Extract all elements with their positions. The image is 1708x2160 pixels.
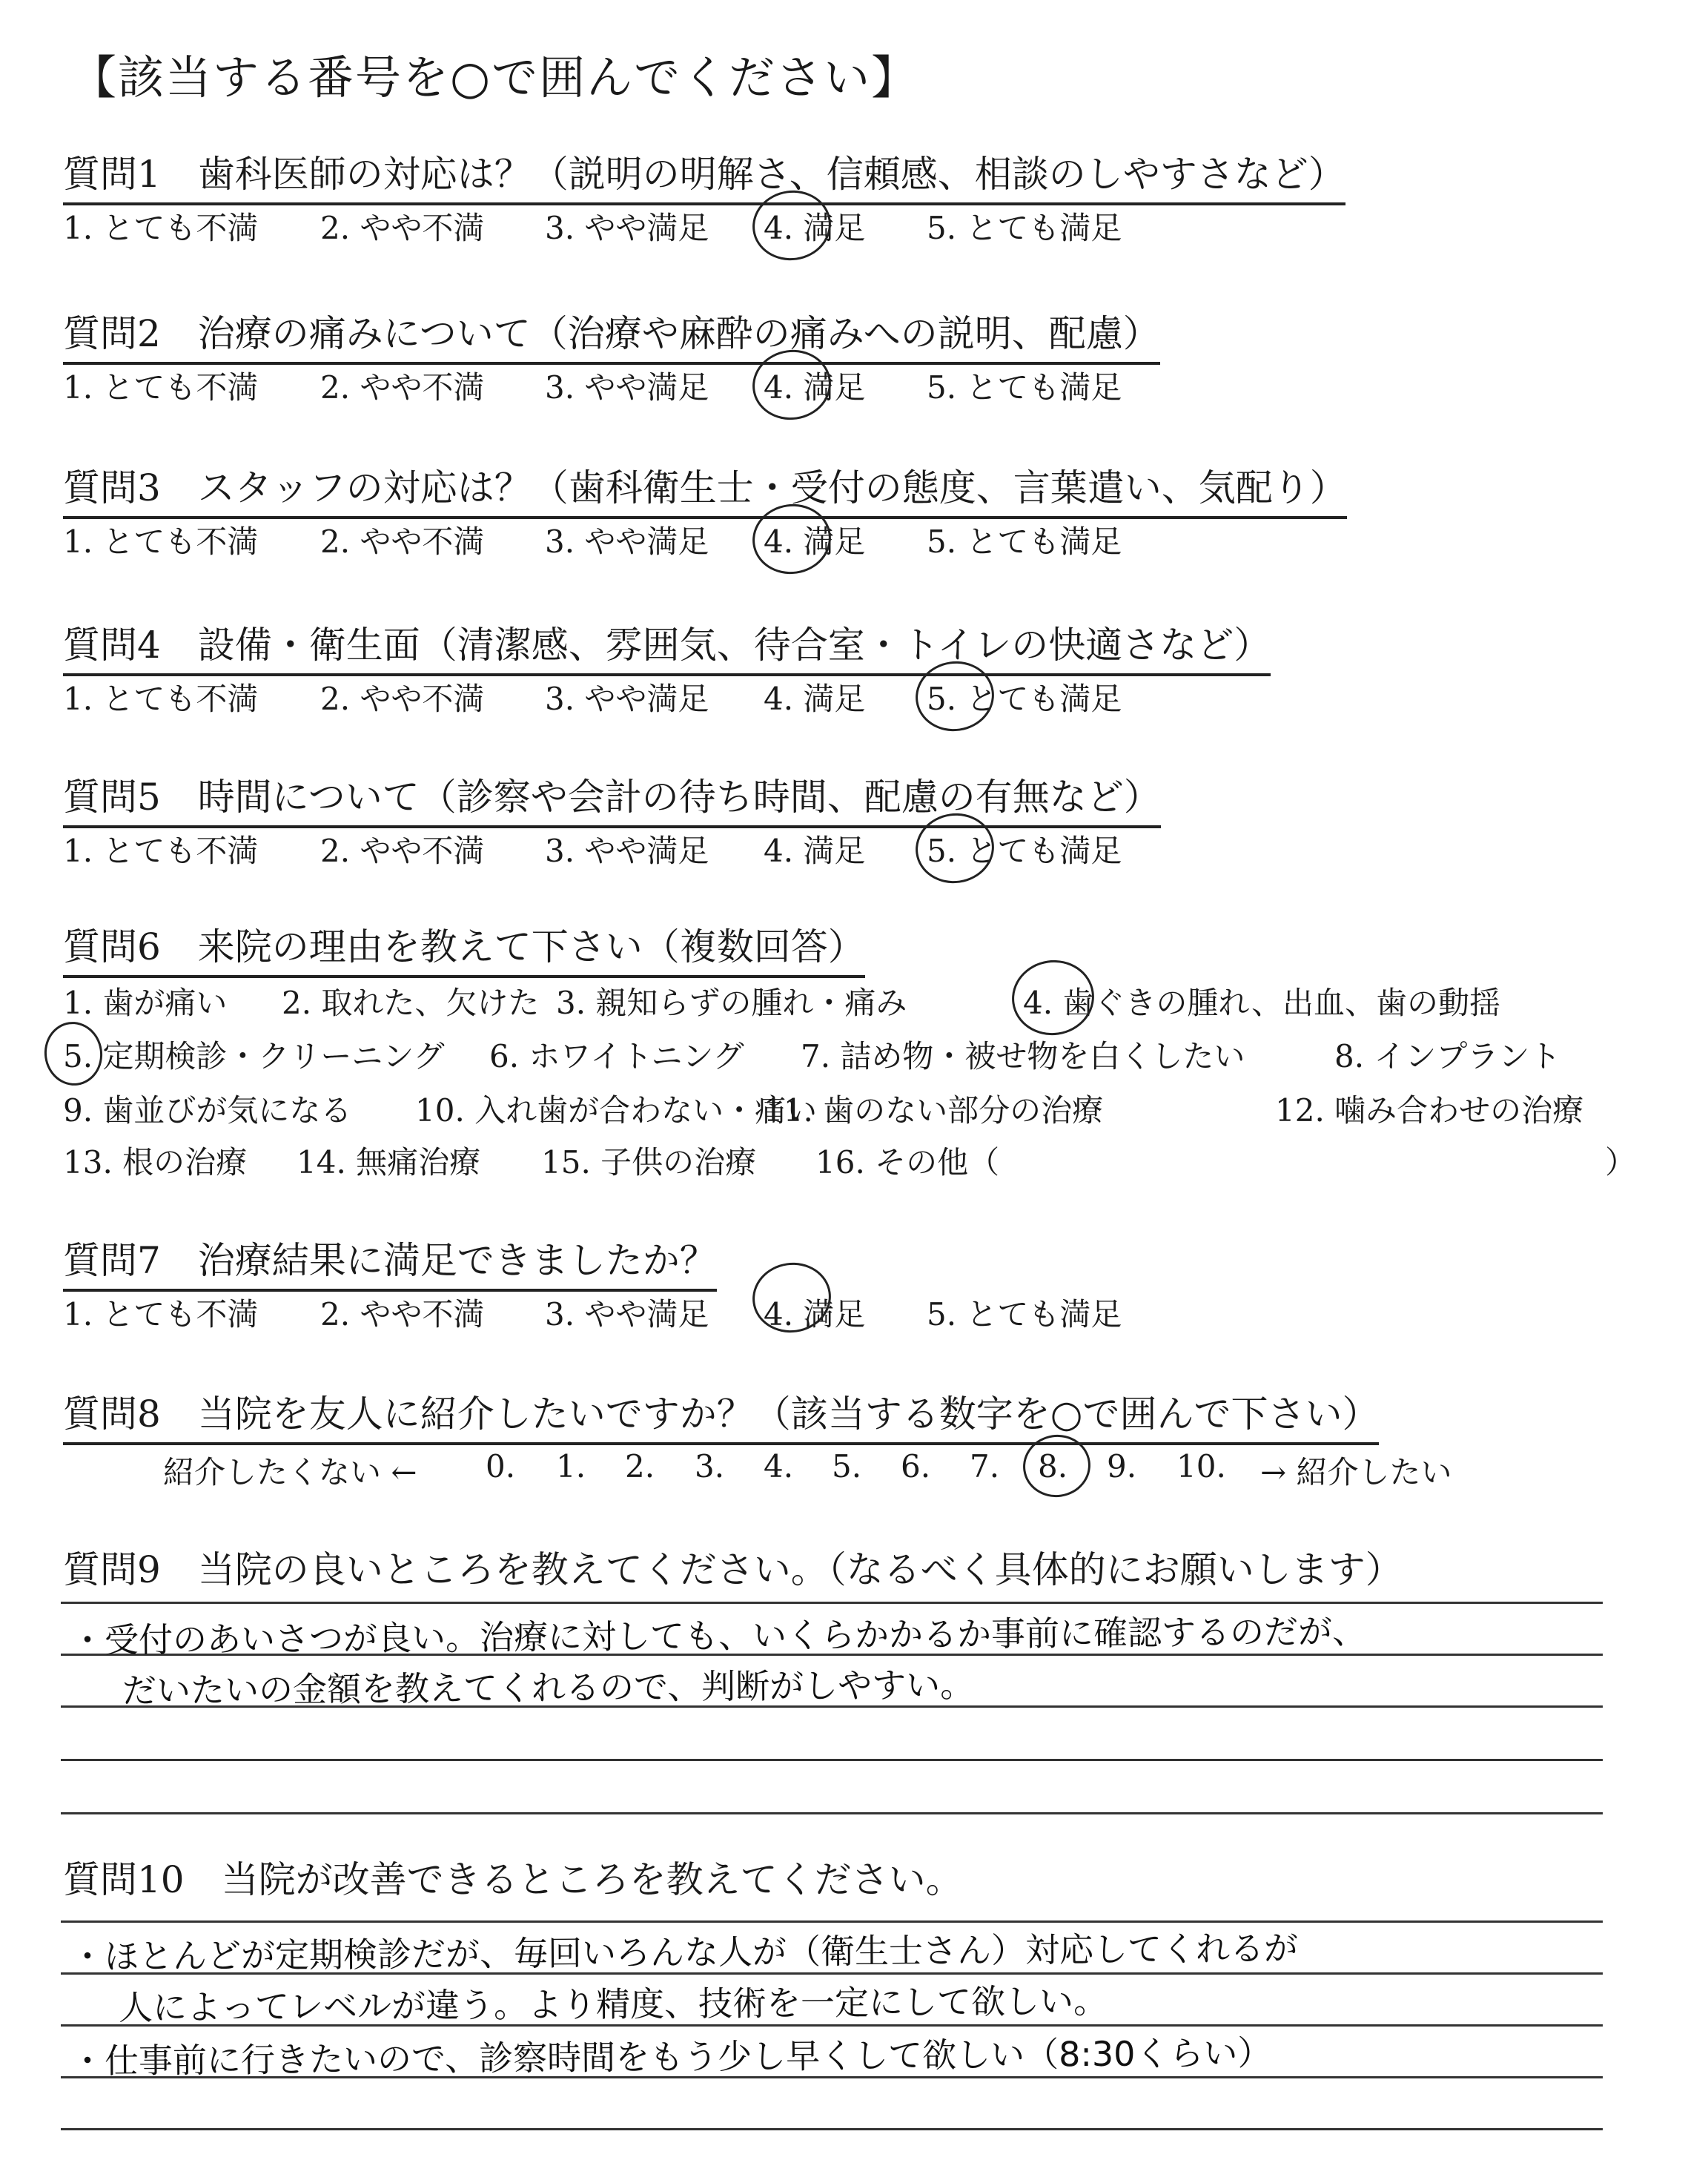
q8-scale-9[interactable]: 9.: [1107, 1448, 1137, 1484]
q6-option[interactable]: 9. 歯並びが気になる: [63, 1092, 352, 1129]
q7-option-3[interactable]: 3. やや満足: [545, 1296, 709, 1332]
q1-option-1[interactable]: 1. とても不満: [63, 210, 259, 246]
q2-option-4[interactable]: 4. 満足: [764, 369, 866, 406]
q4-option-1[interactable]: 1. とても不満: [63, 681, 259, 717]
q1-option-3[interactable]: 3. やや満足: [545, 210, 709, 246]
page-title: 【該当する番号を○で囲んでください】: [70, 50, 919, 105]
q8-scale-7[interactable]: 7.: [970, 1448, 1000, 1484]
q8-scale-5[interactable]: 5.: [832, 1448, 862, 1484]
selected-answer-circle: [1007, 955, 1099, 1040]
q2-option-1[interactable]: 1. とても不満: [63, 369, 259, 406]
q6-option[interactable]: 13. 根の治療: [63, 1144, 248, 1180]
q6-option[interactable]: 1. 歯が痛い: [63, 985, 228, 1021]
q8-scale-0[interactable]: 0.: [486, 1448, 516, 1484]
q4-option-4[interactable]: 4. 満足: [764, 681, 866, 717]
q10-answer-line-2: 人によってレベルが違う。より精度、技術を一定にして欲しい。: [118, 1981, 1108, 2028]
q3-option-2[interactable]: 2. やや不満: [320, 524, 485, 560]
q6-option[interactable]: 8. インプラント: [1334, 1038, 1561, 1074]
q5-option-4[interactable]: 4. 満足: [764, 833, 866, 869]
q8-scale-2[interactable]: 2.: [625, 1448, 655, 1484]
q6-option[interactable]: 12. 噛み合わせの治療: [1275, 1092, 1584, 1129]
q3-option-4[interactable]: 4. 満足: [764, 524, 866, 560]
answer-line: [61, 1759, 1603, 1761]
q8-right-label: → 紹介したい: [1260, 1454, 1452, 1490]
q6-option[interactable]: 11. 歯のない部分の治療: [764, 1092, 1104, 1129]
q6-option[interactable]: 2. 取れた、欠けた: [282, 985, 540, 1021]
q7-option-5[interactable]: 5. とても満足: [927, 1296, 1122, 1332]
q8-scale-1[interactable]: 1.: [556, 1448, 586, 1484]
selected-answer-circle: [40, 1018, 106, 1089]
question-4-label: 質問4 設備・衛生面（清潔感、雰囲気、待合室・トイレの快適さなど）: [63, 615, 1271, 676]
question-3-label: 質問3 スタッフの対応は？（歯科衛生士・受付の態度、言葉遣い、気配り）: [63, 458, 1347, 519]
q10-answer-line-1: ・ほとんどが定期検診だが、毎回いろんな人が（衛生士さん）対応してくれるが: [70, 1928, 1299, 1977]
q8-left-label: 紹介したくない ←: [163, 1454, 417, 1490]
q8-scale-4[interactable]: 4.: [764, 1448, 794, 1484]
q7-option-4[interactable]: 4. 満足: [764, 1296, 866, 1332]
question-7-label: 質問7 治療結果に満足できましたか？: [63, 1231, 717, 1292]
question-10-label: 質問10 当院が改善できるところを教えてください。: [63, 1858, 963, 1901]
q10-answer-line-3: ・仕事前に行きたいので、診察時間をもう少し早くして欲しい（8:30くらい）: [70, 2032, 1272, 2081]
q1-option-5[interactable]: 5. とても満足: [927, 210, 1122, 246]
question-1-label: 質問1 歯科医師の対応は？（説明の明解さ、信頼感、相談のしやすさなど）: [63, 145, 1345, 205]
q6-option[interactable]: ）: [1605, 1144, 1637, 1180]
q2-option-3[interactable]: 3. やや満足: [545, 369, 709, 406]
question-5-label: 質問5 時間について（診察や会計の待ち時間、配慮の有無など）: [63, 767, 1161, 828]
q5-option-1[interactable]: 1. とても不満: [63, 833, 259, 869]
q7-option-2[interactable]: 2. やや不満: [320, 1296, 485, 1332]
q6-option[interactable]: 16. その他（: [815, 1144, 1000, 1180]
q4-option-5[interactable]: 5. とても満足: [927, 681, 1122, 717]
q3-option-5[interactable]: 5. とても満足: [927, 524, 1122, 560]
q1-option-4[interactable]: 4. 満足: [764, 210, 866, 246]
q8-scale-8[interactable]: 8.: [1038, 1448, 1068, 1484]
q2-option-2[interactable]: 2. やや不満: [320, 369, 485, 406]
q6-option[interactable]: 5. 定期検診・クリーニング: [63, 1038, 445, 1074]
q6-option[interactable]: 6. ホワイトニング: [489, 1038, 744, 1074]
q3-option-3[interactable]: 3. やや満足: [545, 524, 709, 560]
q2-option-5[interactable]: 5. とても満足: [927, 369, 1122, 406]
q6-option[interactable]: 3. 親知らずの腫れ・痛み: [556, 985, 907, 1021]
q7-option-1[interactable]: 1. とても不満: [63, 1296, 259, 1332]
question-8-label: 質問8 当院を友人に紹介したいですか？（該当する数字を○で囲んで下さい）: [63, 1384, 1379, 1445]
q4-option-2[interactable]: 2. やや不満: [320, 681, 485, 717]
q6-option[interactable]: 15. 子供の治療: [541, 1144, 757, 1180]
answer-line: [61, 1812, 1603, 1814]
q6-option[interactable]: 10. 入れ歯が合わない・痛い: [415, 1092, 818, 1129]
answer-line: [61, 2128, 1603, 2130]
question-6-label: 質問6 来院の理由を教えて下さい（複数回答）: [63, 917, 865, 978]
q3-option-1[interactable]: 1. とても不満: [63, 524, 259, 560]
q8-scale-10[interactable]: 10.: [1176, 1448, 1226, 1484]
q8-scale-3[interactable]: 3.: [695, 1448, 725, 1484]
q9-answer-line-1: ・受付のあいさつが良い。治療に対しても、いくらかかるか事前に確認するのだが、: [70, 1611, 1367, 1661]
answer-line: [61, 1602, 1603, 1604]
q5-option-5[interactable]: 5. とても満足: [927, 833, 1122, 869]
q5-option-3[interactable]: 3. やや満足: [545, 833, 709, 869]
q6-option[interactable]: 4. 歯ぐきの腫れ、出血、歯の動揺: [1023, 985, 1500, 1021]
q8-scale-6[interactable]: 6.: [901, 1448, 931, 1484]
q6-option[interactable]: 7. 詰め物・被せ物を白くしたい: [801, 1038, 1245, 1074]
q6-option[interactable]: 14. 無痛治療: [297, 1144, 481, 1180]
question-2-label: 質問2 治療の痛みについて（治療や麻酔の痛みへの説明、配慮）: [63, 304, 1160, 365]
q5-option-2[interactable]: 2. やや不満: [320, 833, 485, 869]
answer-line: [61, 1920, 1603, 1923]
q4-option-3[interactable]: 3. やや満足: [545, 681, 709, 717]
q9-answer-line-2: だいたいの金額を教えてくれるので、判断がしやすい。: [122, 1664, 975, 1711]
question-9-label: 質問9 当院の良いところを教えてください。（なるべく具体的にお願いします）: [63, 1548, 1403, 1591]
q1-option-2[interactable]: 2. やや不満: [320, 210, 485, 246]
